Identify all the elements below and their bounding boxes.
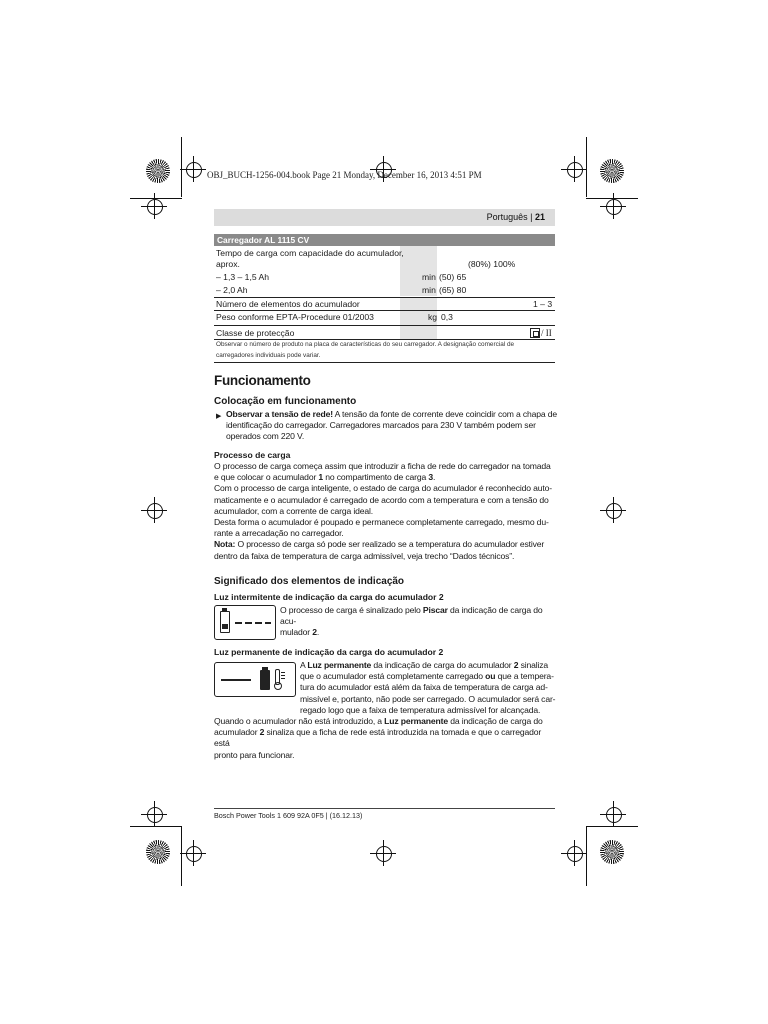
blinking-indicator-icon — [214, 605, 276, 640]
indicator-section-title: Significado dos elementos de indicação — [214, 576, 405, 587]
bullet-icon: ▶ — [216, 413, 222, 420]
spec-table-header — [214, 234, 555, 246]
book-info-line: OBJ_BUCH-1256-004.book Page 21 Monday, December 16, 2013 4:51 PM — [207, 170, 482, 180]
spec-row-label: – 2,0 Ah — [216, 285, 248, 295]
charge-paragraph: O processo de carga começa assim que introduzir a ficha de rede do carregador na tomada e que colocar o acumulador 1 no compartimento de carga 3. Com o processo de carga inteligente, o estado de carga do acumulador é reconhecido auto- maticamente e o acumulador é carregado de acordo com a temperatura e com a tensão do acumulador, com a corrente de carga ideal. Desta forma o acumulador é poupado e permanece completamente carregado, mesmo du- rante a arrecadação no carregador. Nota: O processo de carga só pode ser realizado se a temperatura do acumulador estiver dentro da faixa de temperatura de carga admissível, veja trecho “Dados técnicos”. — [214, 461, 552, 561]
section-title: Funcionamento — [214, 373, 311, 388]
page-header-text — [487, 212, 545, 222]
spec-row-value: (50) 65 — [439, 272, 467, 282]
footer-rule — [214, 808, 555, 809]
page-footer: Bosch Power Tools 1 609 92A 0F5 | (16.12.13) — [214, 811, 363, 820]
spec-row-label: – 1,3 – 1,5 Ah — [216, 272, 270, 282]
permanent-indicator-icon — [214, 662, 296, 697]
header-language: Português — [486, 212, 528, 222]
spec-row-value: / II — [541, 328, 552, 338]
protection-class-icon — [530, 328, 540, 338]
spec-row-value: 0,3 — [441, 312, 453, 322]
spec-row-label: Número de elementos do acumulador — [216, 299, 360, 309]
spec-row-label: Classe de protecção — [216, 328, 295, 338]
spec-row-value: 1 – 3 — [533, 299, 553, 309]
blink-title: Luz intermitente de indicação da carga do acumulador 2 — [214, 592, 444, 602]
page-number: 21 — [534, 212, 545, 222]
permanent-paragraph: A Luz permanente da indicação de carga do acumulador 2 sinaliza que o acumulador está completamente carregado ou que a tempera- tura do acumulador está além da faixa de temperatura de carga ad- missível e, portanto, não pode ser carregado. O acumulador será car- regado logo que a faixa de temperatura admissível for alcançada. — [300, 660, 556, 715]
spec-table-note: carregadores individuais pode variar. — [216, 352, 321, 359]
color-rosette — [146, 840, 170, 864]
spec-row-value: (65) 80 — [439, 285, 467, 295]
header-separator: | — [530, 212, 533, 222]
spec-row-unit: min — [422, 272, 436, 282]
spec-row-label: Peso conforme EPTA-Procedure 01/2003 — [216, 312, 374, 322]
color-rosette — [600, 159, 624, 183]
blink-paragraph: O processo de carga é sinalizado pelo Piscar da indicação de carga do acu- mulador 2. — [280, 605, 543, 638]
color-rosette — [600, 840, 624, 864]
subsection-title: Colocação em funcionamento — [214, 396, 357, 407]
spec-table-title: Carregador AL 1115 CV — [217, 235, 310, 245]
final-paragraph: Quando o acumulador não está introduzido, a Luz permanente da indicação de carga do acumulador 2 sinaliza que a ficha de rede está introduzida na tomada e que o carregador está pronto para funcionar. — [214, 716, 543, 760]
spec-row-label: Tempo de carga com capacidade do acumulador, — [216, 248, 404, 258]
spec-row-unit: min — [422, 285, 436, 295]
charge-title: Processo de carga — [214, 450, 291, 460]
spec-row-value: (80%) 100% — [468, 259, 516, 269]
spec-row-unit: kg — [428, 312, 438, 322]
color-rosette — [146, 159, 170, 183]
page-header — [214, 209, 555, 226]
spec-table-note: Observar o número de produto na placa de características do seu carregador. A designação comercial de — [216, 341, 515, 348]
spec-row-label: aprox. — [216, 259, 240, 269]
bullet-paragraph: Observar a tensão de rede! A tensão da fonte de corrente deve coincidir com a chapa de identificação do carregador. Carregadores marcados para 230 V também podem ser operados com 220 V. — [226, 409, 558, 442]
permanent-title: Luz permanente de indicação da carga do acumulador 2 — [214, 647, 444, 657]
